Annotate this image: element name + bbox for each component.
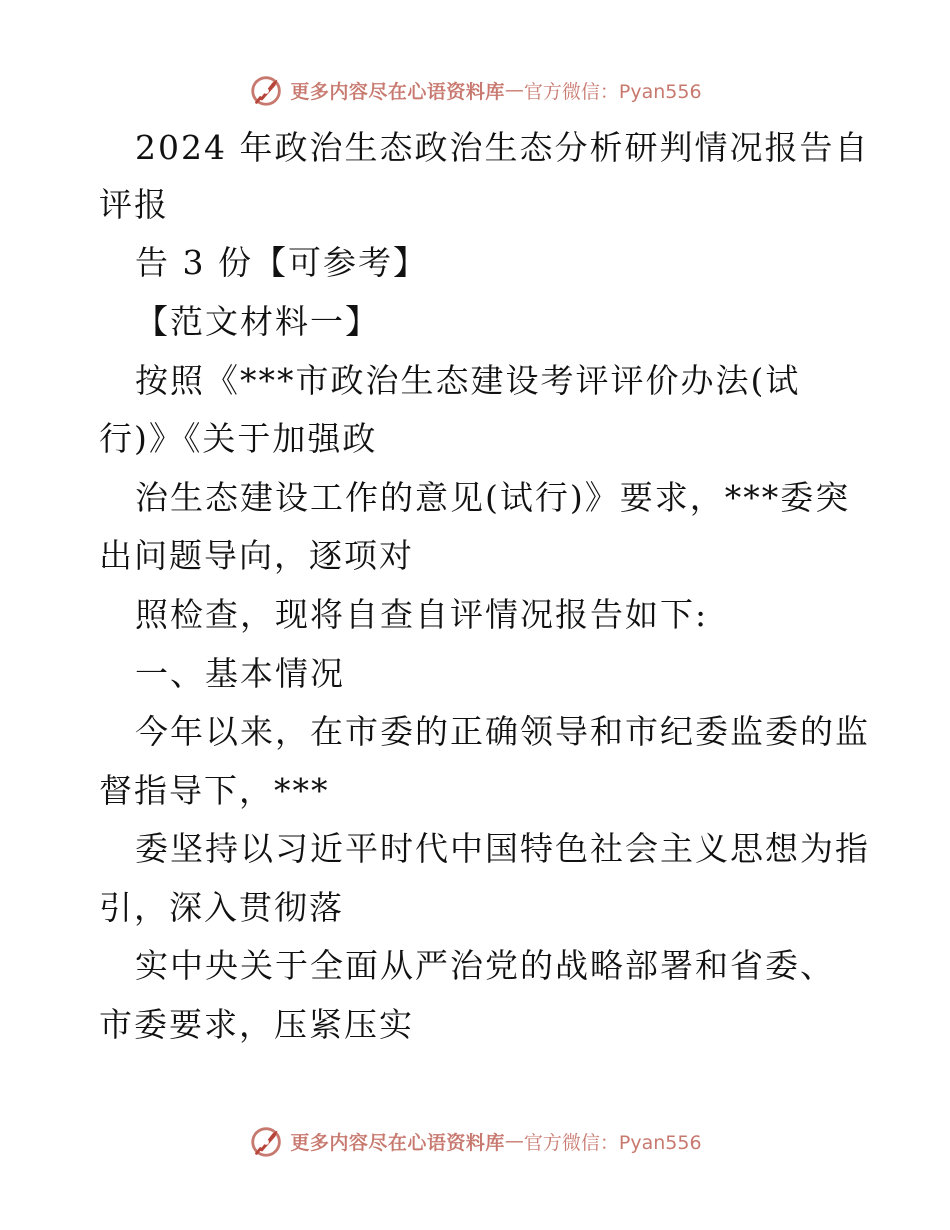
- paragraph-line: 今年以来，在市委的正确领导和市纪委监委的监: [135, 712, 870, 751]
- paragraph-line: 出问题导向，逐项对: [99, 536, 414, 575]
- watermark-separator: —: [504, 1130, 524, 1152]
- document-title-line-3: 告 3 份【可参考】: [135, 243, 428, 282]
- section-heading: 一、基本情况: [135, 654, 345, 693]
- paragraph-line: 按照《***市政治生态建设考评评价办法(试: [135, 361, 801, 400]
- paragraph-line: 委坚持以习近平时代中国特色社会主义思想为指: [135, 829, 870, 868]
- paragraph-line: 督指导下，***: [99, 771, 330, 810]
- watermark-contact: 官方微信：Pyan556: [523, 80, 702, 103]
- section-label: 【范文材料一】: [135, 302, 380, 341]
- paragraph-line: 治生态建设工作的意见(试行)》要求，***委突: [135, 478, 851, 517]
- watermark-main-text: 更多内容尽在心语资料库: [290, 80, 505, 103]
- document-title-line-1: 2024 年政治生态政治生态分析研判情况报告自: [135, 128, 870, 167]
- pen-nib-logo-icon: [248, 71, 286, 109]
- paragraph-line: 引，深入贯彻落: [99, 888, 344, 927]
- paragraph-line: 行)》《关于加强政: [99, 419, 378, 458]
- paragraph-line: 实中央关于全面从严治党的战略部署和省委、: [135, 946, 835, 985]
- watermark-contact: 官方微信：Pyan556: [523, 1131, 702, 1154]
- footer-watermark: [0, 1121, 950, 1161]
- pen-nib-logo-icon: [248, 1122, 286, 1160]
- paragraph-line: 照检查，现将自查自评情况报告如下:: [135, 595, 709, 634]
- watermark-separator: —: [504, 79, 524, 101]
- watermark-main-text: 更多内容尽在心语资料库: [290, 1131, 505, 1154]
- paragraph-line: 市委要求，压紧压实: [99, 1005, 414, 1044]
- header-watermark: [0, 70, 950, 110]
- document-title-line-2: 评报: [99, 185, 169, 224]
